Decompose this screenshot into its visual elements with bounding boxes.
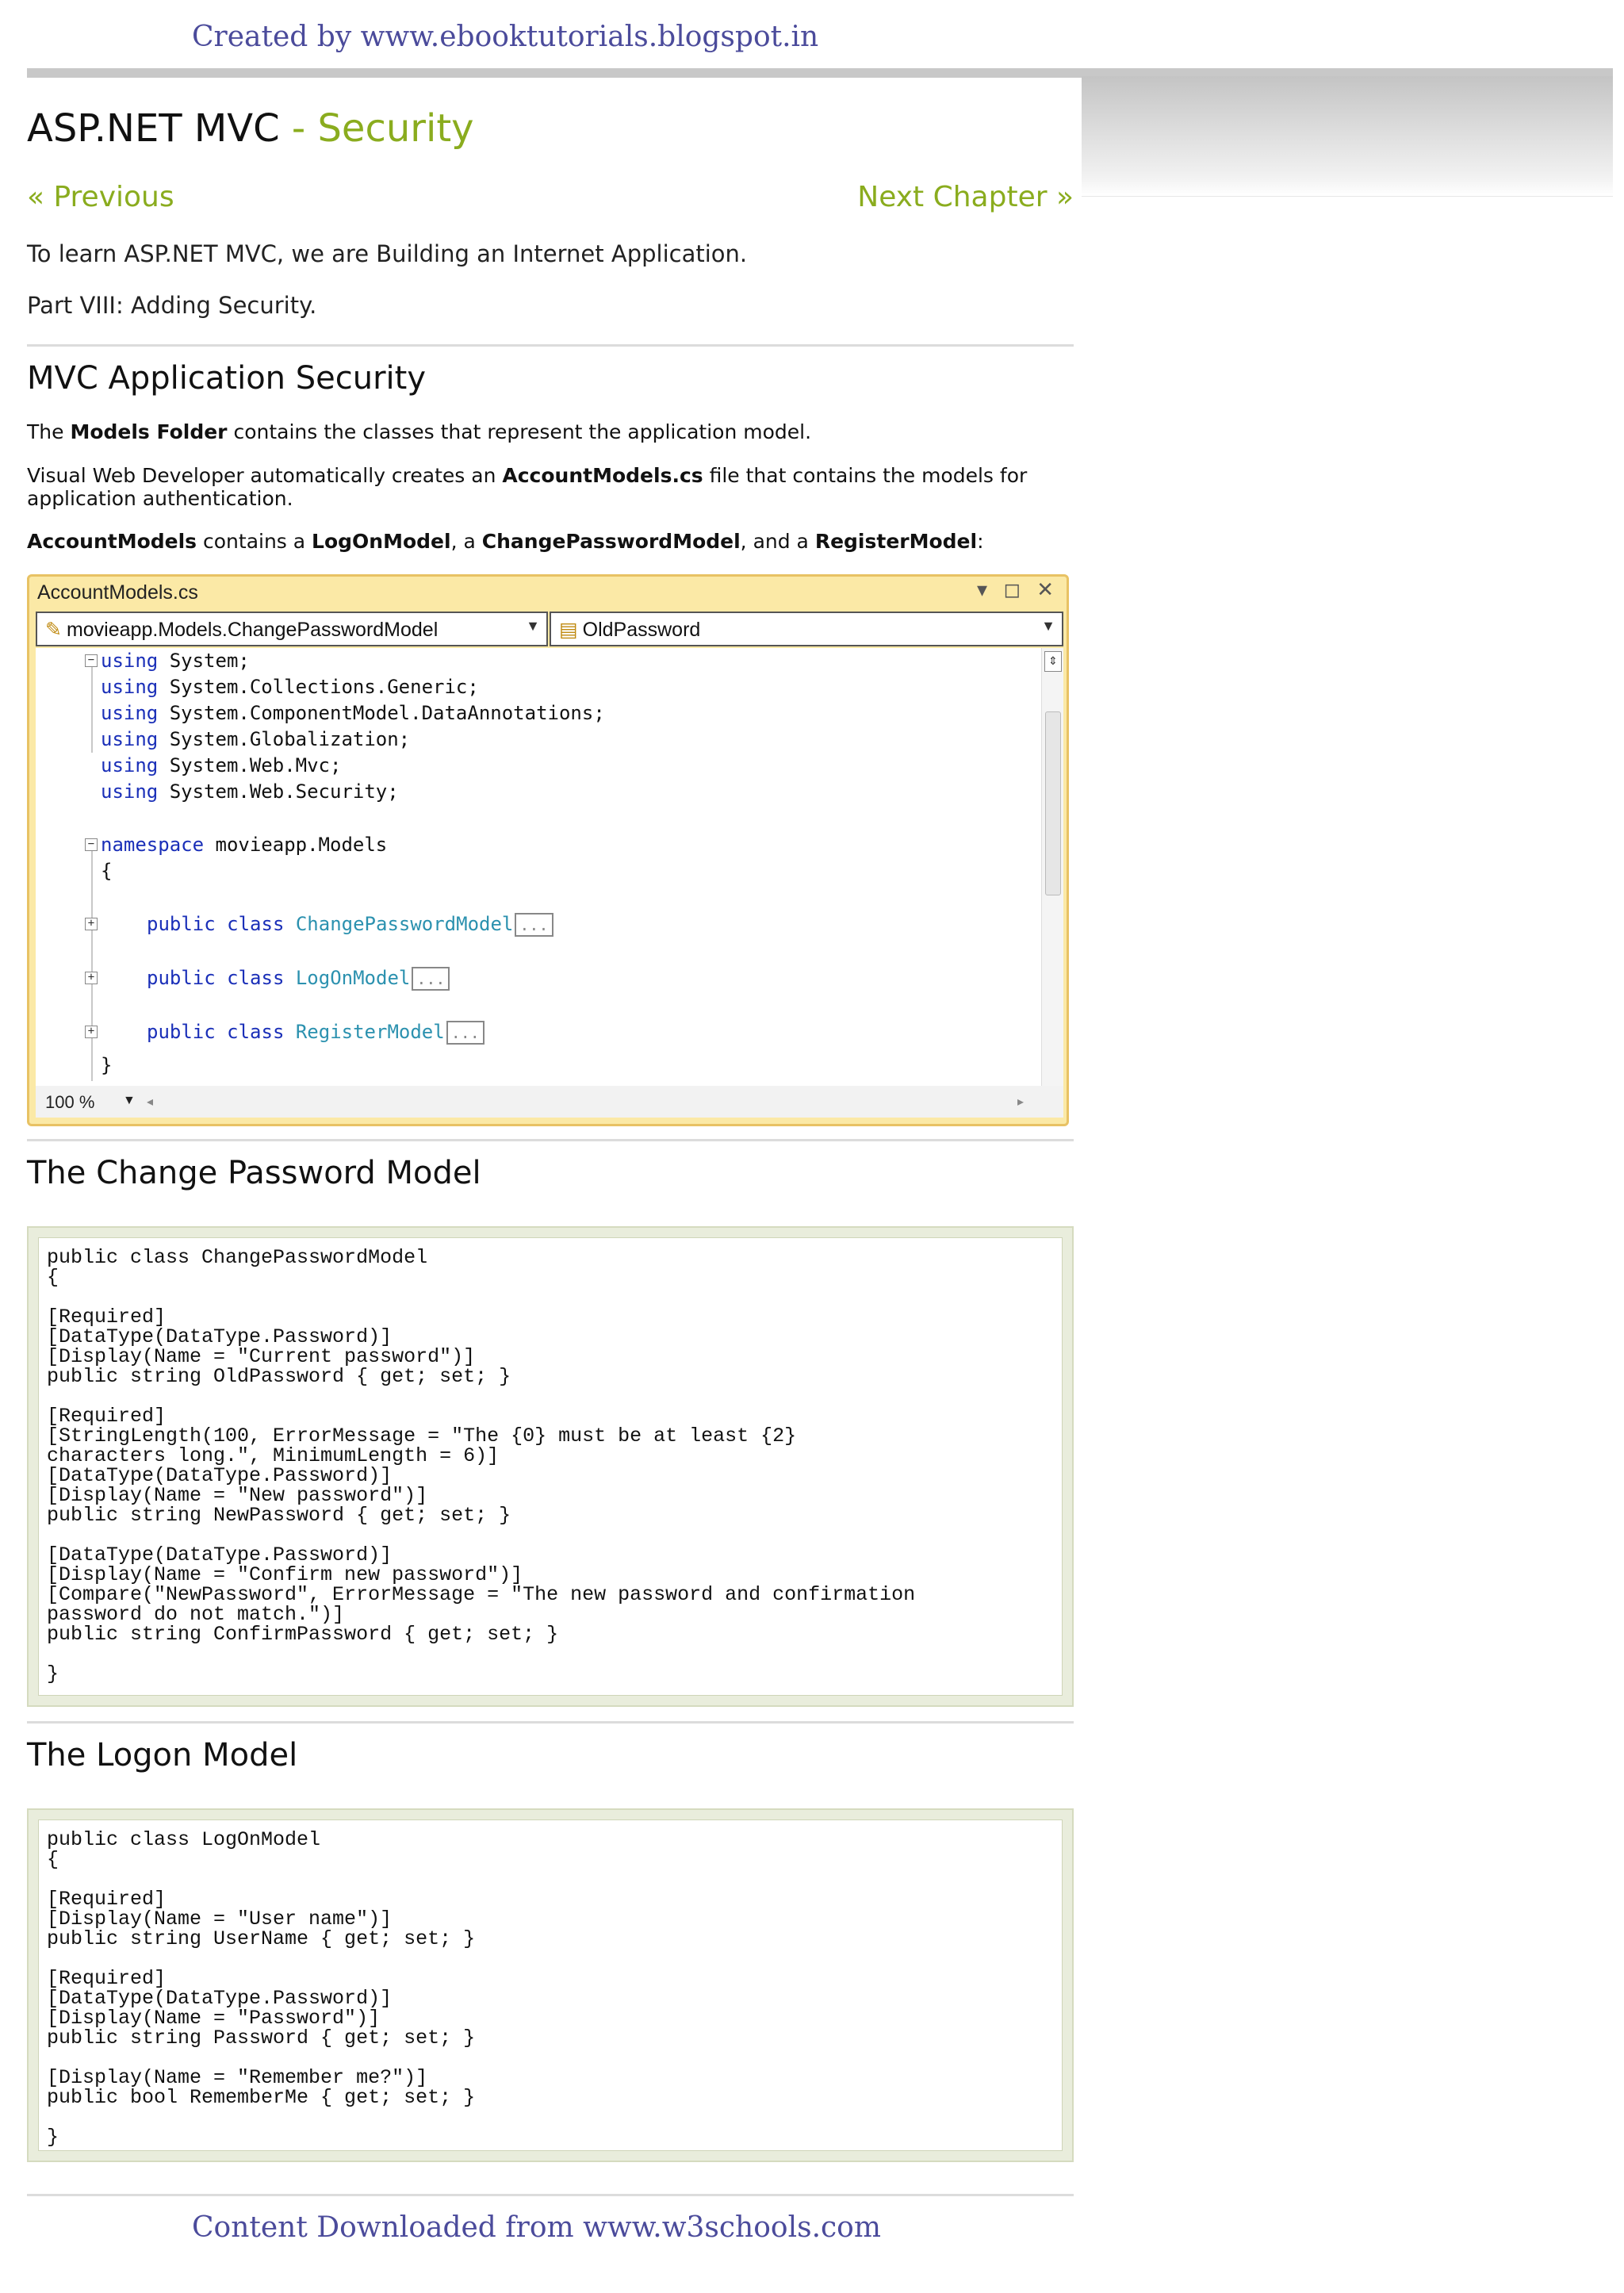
code-text: public class ChangePasswordModel { [Required] [DataType(DataType.Password)] [Display(Name = "Current password")] public string OldPassword { get; set; } [Required] [StringLength(100, ErrorMessage = "The {0} must be at least {2} characters long.", MinimumLength = 6)] [DataType(DataType.Password)] [Display(Name = "New password")] public string NewPassword { get; set; } [DataType(DataType.Password)] [Display(Name = "Confirm new password")] [Compare("NewPassword", ErrorMessage = "The new password and confirmation password do not match.")] public string ConfirmPassword { get; set; } } [47, 1246, 916, 1685]
paragraph-accountmodels [27, 464, 1074, 510]
text: Visual Web Developer automatically creates an [27, 464, 503, 487]
code-line [101, 650, 250, 672]
divider [27, 2194, 1074, 2196]
text: : [977, 530, 984, 553]
code-text: System.Collections.Generic; [158, 676, 479, 698]
member-dropdown[interactable] [550, 612, 1063, 646]
bold-text: Models Folder [70, 420, 228, 443]
divider [27, 1721, 1074, 1724]
bold-text: AccountModels.cs [502, 464, 703, 487]
bold-text: LogOnModel [312, 530, 451, 553]
text: file that contains the models for application authentication. [27, 464, 1028, 510]
chevron-down-icon[interactable]: ▼ [123, 1094, 136, 1107]
type-dropdown-value: movieapp.Models.ChangePasswordModel [66, 619, 439, 641]
keyword: public class [147, 1021, 285, 1043]
paragraph-models-folder [27, 420, 1074, 443]
bold-text: RegisterModel [814, 530, 978, 553]
expand-icon[interactable]: + [85, 1026, 98, 1038]
keyword: using [101, 754, 159, 776]
property-icon: ▤ [559, 619, 578, 641]
code-text: System; [158, 650, 250, 672]
header-gradient [1082, 76, 1613, 197]
code-text: { [101, 860, 113, 882]
text: , a [450, 530, 482, 553]
section-heading-security: MVC Application Security [27, 360, 426, 397]
ide-window [27, 574, 1069, 1126]
type-dropdown[interactable] [36, 612, 548, 646]
vertical-scrollbar[interactable] [1041, 648, 1063, 1086]
header-banner: Created by www.ebooktutorials.blogspot.in [192, 21, 819, 53]
scroll-left-icon[interactable]: ◂ [147, 1095, 154, 1109]
type-name: RegisterModel [295, 1021, 445, 1043]
section-heading-logon: The Logon Model [27, 1737, 298, 1773]
divider [27, 1139, 1074, 1141]
paragraph-models-list [27, 530, 1074, 553]
window-controls[interactable]: ▾ ◻ ✕ [977, 578, 1059, 602]
text: contains the classes that represent the application model. [227, 420, 812, 443]
editor-status-bar [36, 1086, 1063, 1118]
collapse-icon[interactable]: − [85, 654, 98, 667]
zoom-level[interactable]: 100 % [45, 1092, 95, 1112]
code-line [101, 780, 399, 803]
code-text: movieapp.Models [204, 834, 388, 856]
code-line [147, 1021, 485, 1045]
collapsed-region[interactable]: ... [412, 967, 450, 991]
type-name: ChangePasswordModel [295, 913, 514, 935]
collapsed-region[interactable]: ... [446, 1021, 485, 1045]
code-block-logon [27, 1808, 1074, 2162]
chevron-down-icon: ▼ [1041, 618, 1055, 634]
keyword: using [101, 780, 159, 803]
footer-banner: Content Downloaded from www.w3schools.com [192, 2211, 881, 2244]
divider [27, 344, 1074, 347]
keyword: namespace [101, 834, 205, 856]
scroll-right-icon[interactable]: ▸ [1017, 1095, 1024, 1109]
expand-icon[interactable]: + [85, 972, 98, 984]
keyword: public class [147, 913, 285, 935]
code-line [101, 834, 387, 856]
code-text: System.Globalization; [158, 728, 411, 750]
code-line [101, 728, 410, 750]
code-block-inner [38, 1819, 1063, 2151]
code-block-change-password [27, 1226, 1074, 1707]
code-line [101, 1054, 112, 1076]
keyword: using [101, 676, 159, 698]
bold-text: AccountModels [27, 530, 197, 553]
type-name: LogOnModel [295, 967, 411, 989]
previous-link[interactable]: « Previous [27, 181, 174, 213]
keyword: using [101, 702, 159, 724]
scrollbar-thumb[interactable] [1045, 711, 1061, 895]
expand-icon[interactable]: + [85, 918, 98, 930]
collapsed-region[interactable]: ... [515, 913, 553, 937]
member-dropdown-value: OldPassword [582, 619, 701, 641]
code-line [101, 702, 605, 724]
text: , and a [740, 530, 815, 553]
page-title-accent: - Security [291, 106, 474, 151]
page-title [27, 106, 474, 151]
next-chapter-link[interactable]: Next Chapter » [857, 181, 1074, 213]
keyword: public class [147, 967, 285, 989]
intro-line-1: To learn ASP.NET MVC, we are Building an Internet Application. [27, 240, 748, 267]
code-line [101, 676, 479, 698]
code-block-inner [38, 1237, 1063, 1696]
code-editor[interactable] [36, 648, 1063, 1086]
class-icon: ✎ [45, 619, 62, 641]
code-line [147, 913, 553, 937]
code-text: System.Web.Mvc; [158, 754, 342, 776]
code-text: System.Web.Security; [158, 780, 399, 803]
keyword: using [101, 728, 159, 750]
code-text: System.ComponentModel.DataAnnotations; [158, 702, 605, 724]
text: contains a [197, 530, 312, 553]
code-line [147, 967, 450, 991]
text: The [27, 420, 71, 443]
outline-guide [91, 659, 93, 753]
chevron-down-icon: ▼ [526, 618, 540, 634]
intro-line-2: Part VIII: Adding Security. [27, 292, 317, 319]
code-line [101, 754, 341, 776]
page-title-main: ASP.NET MVC [27, 106, 280, 151]
outline-guide [91, 851, 93, 1081]
keyword: using [101, 650, 159, 672]
collapse-icon[interactable]: − [85, 838, 98, 851]
split-icon[interactable]: ⇕ [1044, 651, 1062, 672]
bold-text: ChangePasswordModel [481, 530, 741, 553]
code-line [101, 860, 112, 882]
code-text: public class LogOnModel { [Required] [Display(Name = "User name")] public string UserName { get; set; } [Required] [DataType(DataType.Password)] [Display(Name = "Password")] public string Password { get; set; } [Display(Name = "Remember me?")] public bool RememberMe { get; set; } } [47, 1828, 476, 2149]
ide-tab-title[interactable]: AccountModels.cs [37, 581, 198, 604]
code-text: } [101, 1054, 113, 1076]
section-heading-change-password: The Change Password Model [27, 1155, 481, 1191]
